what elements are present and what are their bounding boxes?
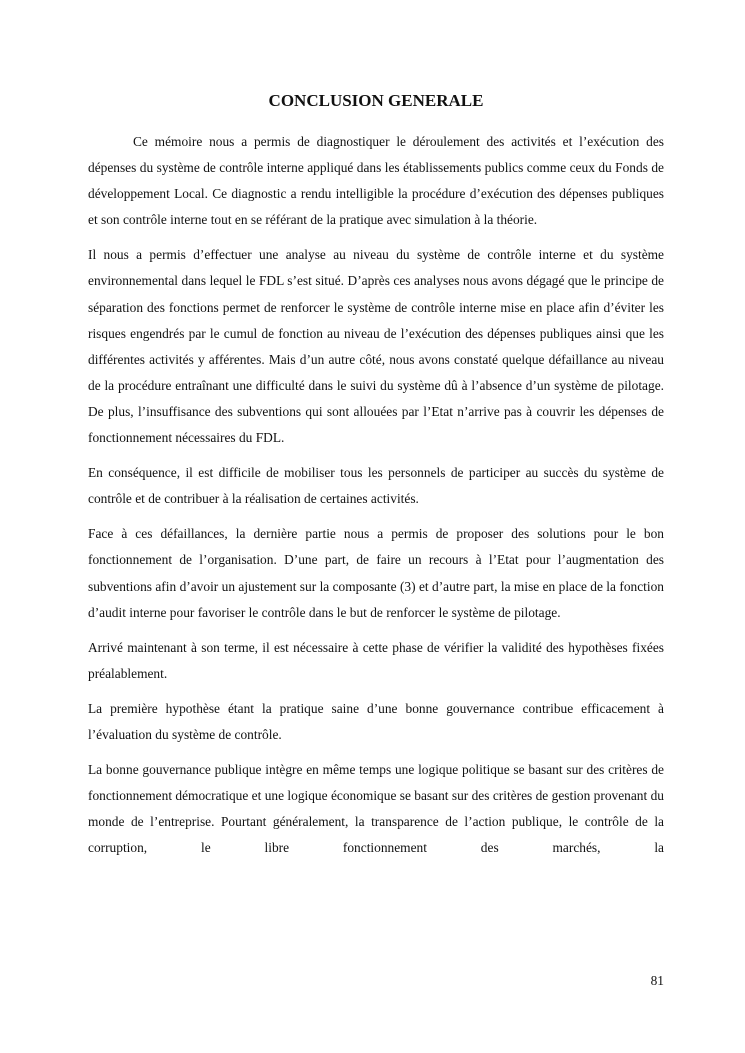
page-title: CONCLUSION GENERALE <box>268 91 484 110</box>
page-number: 81 <box>650 973 664 988</box>
paragraph-2: Il nous a permis d’effectuer une analyse au niveau du système de contrôle interne et du système environnemental dans lequel le FDL s’est situé. D’après ces analyses nous avons dégagé que le principe de séparation des fonctions permet de renforcer le système de contrôle interne mise en place afin d’éviter les risques engendrés par le cumul de fonction au niveau de l’exécution des dépenses publiques ainsi que les différentes activités y afférentes. Mais d’un autre côté, nous avons constaté quelque défaillance au niveau de la procédure entraînant une difficulté dans le suivi du système dû à l’absence d’un système de pilotage. De plus, l’insuffisance des subventions qui sont allouées par l’Etat n’arrive pas à couvrir les dépenses de fonctionnement nécessaires du FDL. <box>88 247 664 446</box>
page-body <box>88 90 664 870</box>
paragraph-3: En conséquence, il est difficile de mobiliser tous les personnels de participer au succès du système de contrôle et de contribuer à la réalisation de certaines activités. <box>88 465 664 507</box>
paragraph-1: Ce mémoire nous a permis de diagnostiquer le déroulement des activités et l’exécution des dépenses du système de contrôle interne appliqué dans les établissements publics comme ceux du Fonds de développement Local. Ce diagnostic a rendu intelligible la procédure d’exécution des dépenses publiques et son contrôle interne tout en se référant de la pratique avec simulation à la théorie. <box>88 134 664 228</box>
paragraph-7: La bonne gouvernance publique intègre en même temps une logique politique se basant sur des critères de fonctionnement démocratique et une logique économique se basant sur des critères de gestion provenant du monde de l’entreprise. Pourtant généralement, la transparence de l’action publique, le contrôle de la corruption, le libre fonctionnement des marchés, la <box>88 762 664 856</box>
paragraph-4: Face à ces défaillances, la dernière partie nous a permis de proposer des solutions pour le bon fonctionnement de l’organisation. D’une part, de faire un recours à l’Etat pour l’augmentation des subventions afin d’avoir un ajustement sur la composante (3) et d’autre part, la mise en place de la fonction d’audit interne pour favoriser le contrôle dans le but de renforcer le système de pilotage. <box>88 526 664 620</box>
paragraph-5: Arrivé maintenant à son terme, il est nécessaire à cette phase de vérifier la validité des hypothèses fixées préalablement. <box>88 639 664 681</box>
paragraph-6: La première hypothèse étant la pratique saine d’une bonne gouvernance contribue efficacement à l’évaluation du système de contrôle. <box>88 700 664 742</box>
